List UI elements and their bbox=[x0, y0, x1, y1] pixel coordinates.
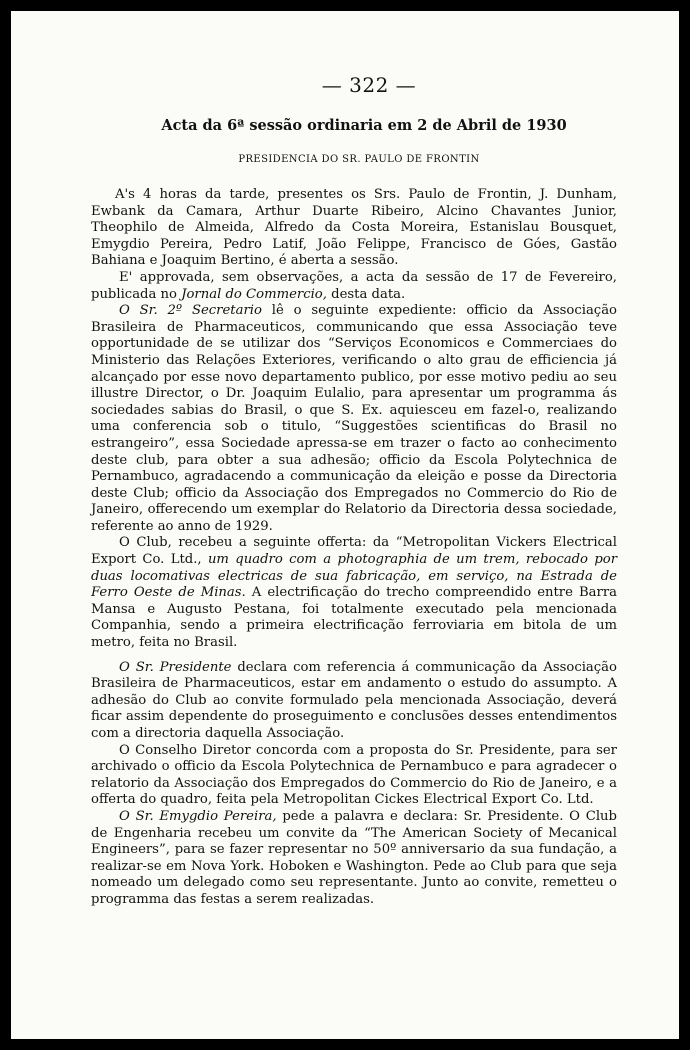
text-segment: desta data. bbox=[326, 286, 406, 302]
paragraph-council: O Conselho Diretor concorda com a proposta do Sr. Presidente, para ser archivado o officio da Escola Polytechnica de Pernambuco e para agradecer o relatorio da Associação dos Empregados do Commercio do Rio de Janeiro, e a offerta do quadro, feita pela Metropolitan Cickes Electrical Export Co. Ltd. bbox=[91, 742, 617, 808]
paragraph-offering bbox=[91, 535, 617, 651]
speaker-name: O Sr. 2º Secretario bbox=[119, 303, 262, 319]
offering-description: um quadro com a photographia de um trem, rebocado por duas locomativas electricas de sua fabricação, em serviço, na Estrada de Ferro Oeste de Minas. bbox=[91, 552, 618, 601]
text-segment: lê o seguinte expediente: officio da Associação Brasileira de Pharmaceuticos, communicando que essa Associação teve opportunidade de se utilizar dos “Serviços Economicos e Commerciaes do Ministerio das Relações Exteriores, verificando o alto grau de efficiencia já alcançado por esse novo departamento publico, por esse motivo pediu ao seu illustre Director, o Dr. Joaquim Eulalio, para apresentar um programma ás sociedades sabias do Brasil, o que S. Ex. aquiesceu em fazel-o, realizando uma conferencia sob o titulo, “Suggestões scientificas do Brasil no estrangeiro”, essa Sociedade apressa-se em trazer o facto ao conhecimento deste club, para obter a sua adhesão; officio da Escola Polytechnica de Pernambuco, agradacendo a communicação da eleição e posse da Directoria deste Club; officio da Associação dos Empregados no Commercio do Rio de Janeiro, offerecendo um exemplar do Relatorio da Directoria dessa sociedade, referente ao anno de 1929. bbox=[91, 303, 617, 534]
text-segment: O Club, recebeu a seguinte offerta: da “Metropolitan Vickers Electrical Export Co. Ltd., bbox=[91, 535, 617, 568]
minutes-body bbox=[91, 187, 617, 909]
paragraph-correspondence bbox=[91, 303, 617, 535]
text-segment: pede a palavra e declara: Sr. Presidente. O Club de Engenharia recebeu um convite da “The American Society of Mecanical Engineers”, para se fazer representar no 50º anniversario da sua fundação, a realizar-se em Nova York. Hoboken e Washington. Pede ao Club para que seja nomeado um delegado como seu representante. Junto ao convite, remetteu o programma das festas a serem realizadas. bbox=[91, 808, 617, 907]
document-page bbox=[11, 11, 679, 1039]
speaker-name: O Sr. Emygdio Pereira, bbox=[119, 808, 277, 824]
page-title: Acta da 6ª sessão ordinaria em 2 de Abril de 1930 bbox=[161, 117, 567, 134]
presidency-heading: PRESIDENCIA DO SR. PAULO DE FRONTIN bbox=[238, 154, 480, 165]
paragraph-president bbox=[91, 660, 617, 743]
paragraph-approval bbox=[91, 270, 617, 303]
newspaper-name: Jornal do Commercio, bbox=[181, 286, 327, 302]
text-segment: A electrificação do trecho compreendido entre Barra Mansa e Augusto Pestana, foi totalmente executado pela mencionada Companhia, sendo a primeira electrificação ferroviaria em bitola de um metro, feita no Brasil. bbox=[91, 585, 618, 651]
text-segment: E' approvada, sem observações, a acta da sessão de 17 de Fevereiro, publicada no bbox=[91, 269, 617, 302]
page-number: — 322 — bbox=[321, 73, 417, 97]
text-segment: declara com referencia á communicação da Associação Brasileira de Pharmaceuticos, estar em andamento o estudo do assumpto. A adhesão do Club ao convite formulado pela mencionada Associação, deverá ficar assim dependente do proseguimento e conclusões desses entendimentos com a directoria daquella Associação. bbox=[91, 659, 617, 741]
paragraph-attendance: A's 4 horas da tarde, presentes os Srs. Paulo de Frontin, J. Dunham, Ewbank da Camara, Arthur Duarte Ribeiro, Alcino Chavantes Junior, Theophilo de Almeida, Alfredo da Costa Moreira, Estanislau Bousquet, Emygdio Pereira, Pedro Latif, João Felippe, Francisco de Góes, Gastão Bahiana e Joaquim Bertino, é aberta a sessão. bbox=[91, 187, 617, 269]
paragraph-emygdio bbox=[91, 809, 617, 909]
speaker-name: O Sr. Presidente bbox=[119, 659, 232, 675]
